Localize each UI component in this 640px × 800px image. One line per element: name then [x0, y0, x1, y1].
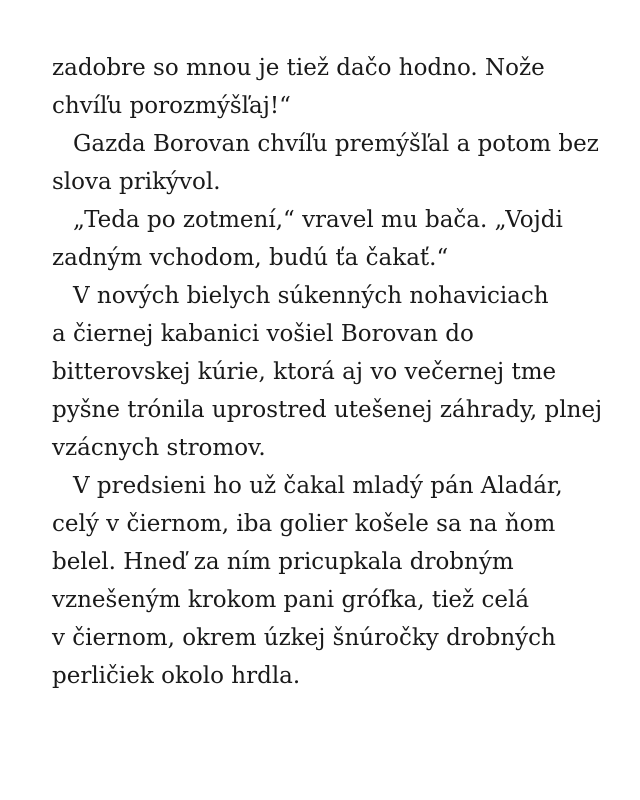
text-line: V predsieni ho už čakal mladý pán Aladár, [73, 473, 563, 499]
paragraph [52, 125, 612, 201]
text-line: vzácnych stromov. [52, 435, 266, 461]
text-line: slova prikývol. [52, 169, 221, 195]
paragraph [52, 277, 612, 467]
text-line: vznešeným krokom pani grófka, tiež celá [52, 587, 530, 613]
text-line: „Teda po zotmení,“ vravel mu bača. „Vojdi [73, 207, 563, 233]
paragraph [52, 467, 612, 695]
text-line: perličiek okolo hrdla. [52, 663, 301, 689]
paragraph-continuation [52, 49, 612, 125]
text-line: V nových bielych súkenných nohaviciach [73, 283, 549, 309]
text-line: zadobre so mnou je tiež dačo hodno. Nože [52, 55, 545, 81]
text-body [52, 49, 612, 695]
paragraph [52, 201, 612, 277]
text-line: a čiernej kabanici vošiel Borovan do [52, 321, 474, 347]
text-line: celý v čiernom, iba golier košele sa na ňom [52, 511, 556, 537]
text-line: bitterovskej kúrie, ktorá aj vo večernej tme [52, 359, 557, 385]
text-line: zadným vchodom, budú ťa čakať.“ [52, 245, 449, 271]
text-line: chvíľu porozmýšľaj!“ [52, 93, 291, 119]
text-line: pyšne trónila uprostred utešenej záhrady, plnej [52, 397, 603, 423]
text-line: Gazda Borovan chvíľu premýšľal a potom bez [73, 131, 599, 157]
text-line: belel. Hneď za ním pricupkala drobným [52, 549, 514, 575]
text-line: v čiernom, okrem úzkej šnúročky drobných [52, 625, 556, 651]
